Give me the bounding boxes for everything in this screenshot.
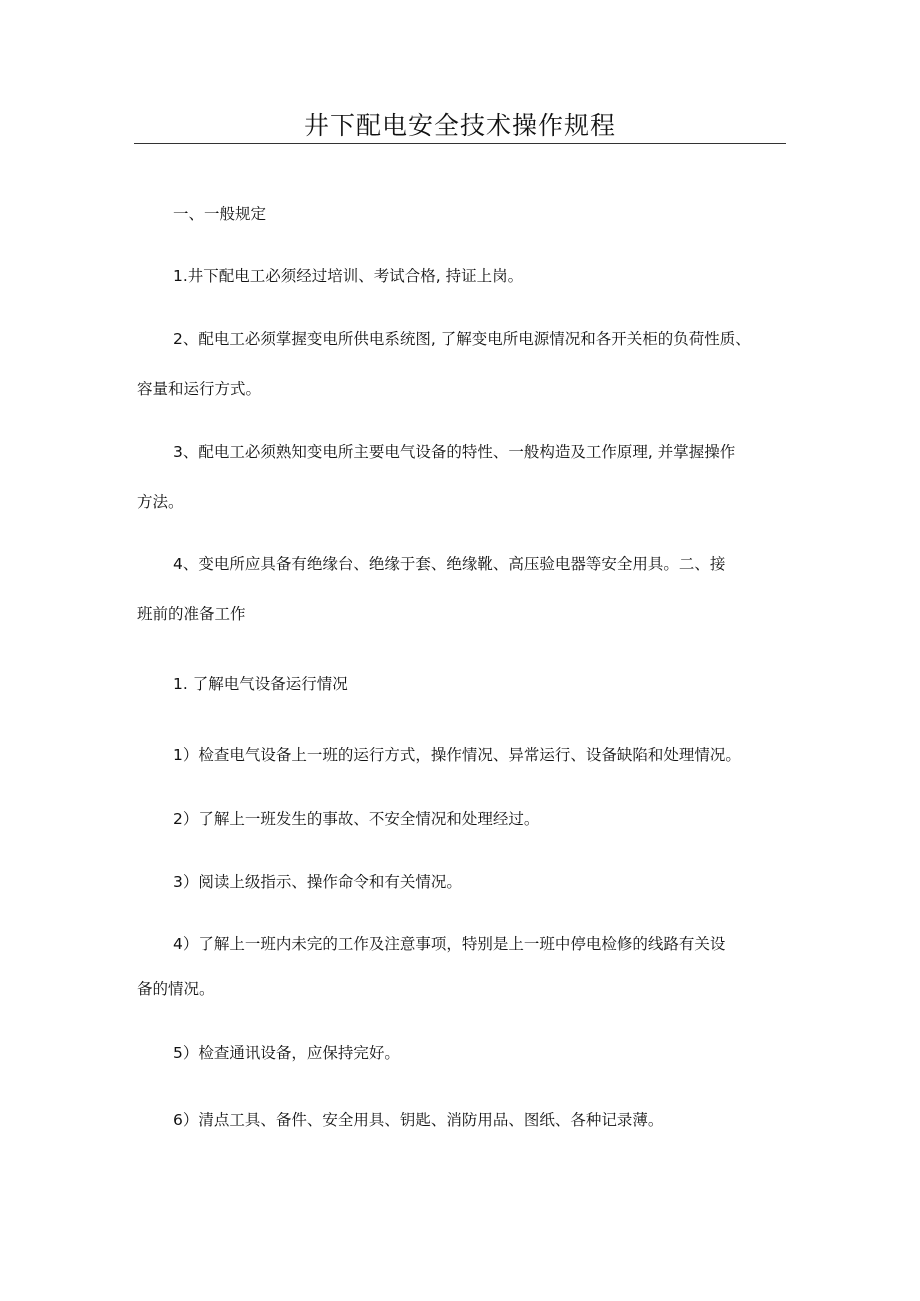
paragraph-line: 容量和运行方式。	[137, 380, 262, 398]
paragraph-line: 1. 了解电气设备运行情况	[173, 675, 348, 693]
paragraph-line: 1.井下配电工必须经过培训、考试合格, 持证上岗。	[173, 267, 524, 285]
paragraph-line: 3、配电工必须熟知变电所主要电气设备的特性、一般构造及工作原理, 并掌握操作	[173, 443, 736, 461]
list-item: 2）了解上一班发生的事故、不安全情况和处理经过。	[173, 810, 540, 828]
list-item-continuation: 备的情况。	[137, 980, 215, 998]
list-item: 6）清点工具、备件、安全用具、钥匙、消防用品、图纸、各种记录薄。	[173, 1111, 664, 1129]
paragraph-line: 4、变电所应具备有绝缘台、绝缘于套、绝缘靴、高压验电器等安全用具。二、接	[173, 555, 726, 573]
title-underline	[134, 143, 786, 144]
paragraph-line: 方法。	[137, 493, 184, 511]
list-item: 5）检查通讯设备，应保持完好。	[173, 1044, 400, 1062]
list-item: 3）阅读上级指示、操作命令和有关情况。	[173, 873, 462, 891]
section-heading-general: 一、一般规定	[173, 205, 267, 223]
paragraph-line: 2、配电工必须掌握变电所供电系统图, 了解变电所电源情况和各开关柜的负荷性质、	[173, 330, 751, 348]
paragraph-line: 班前的准备工作	[137, 605, 246, 623]
document-title: 井下配电安全技术操作规程	[303, 111, 616, 140]
list-item: 4）了解上一班内未完的工作及注意事项，特别是上一班中停电检修的线路有关设	[173, 935, 726, 953]
list-item: 1）检查电气设备上一班的运行方式，操作情况、异常运行、设备缺陷和处理情况。	[173, 746, 741, 764]
